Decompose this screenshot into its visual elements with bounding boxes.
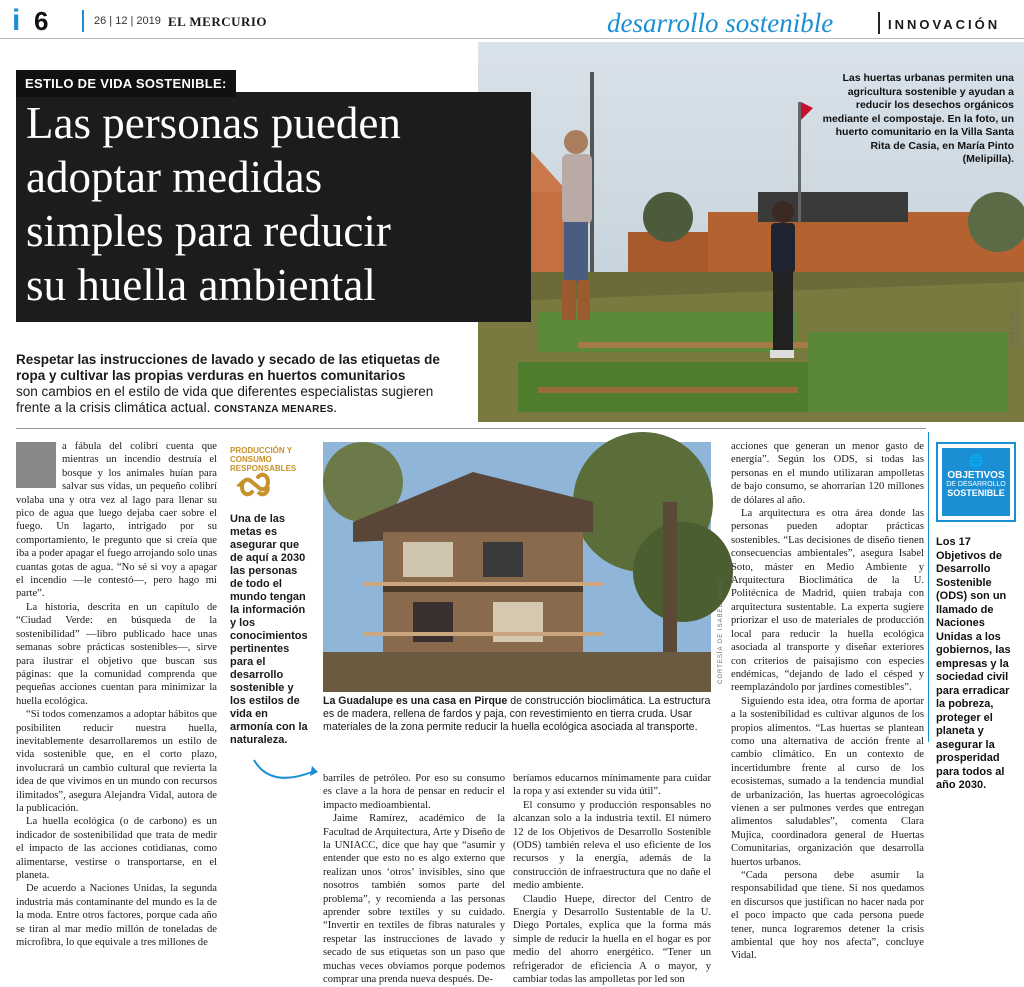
paragraph: acciones que generan un menor gasto de energía”. Según los ODS, si todas las personas en el mundo utilizaran ampolletas de bajo consumo, se ahorrarían 120 millones de dólares al año. xyxy=(731,441,924,506)
paragraph: “Si todos comenzamos a adoptar hábitos que posibiliten reducir nuestra huella, inevitablemente desarrollaremos un estilo de vida sostenible que, en el corto plazo, involucrará un cambio cultural que revierta la idea de que vivimos en un mundo con recursos ilimitados”, asegura Alejandra Vidal, autora de la publicación. xyxy=(16,709,217,814)
house-photo xyxy=(323,442,711,692)
headline-line: simples para reducir xyxy=(26,206,391,256)
garden-photo-caption: Las huertas urbanas permiten una agricultura sostenible y ayudan a reducir los desechos orgánicos mediante el compostaje. En la foto, un huerto comunitario en la Villa Santa Rita de Casia, en María Pinto (Melipilla). xyxy=(822,72,1014,165)
byline: CONSTANZA MENARES. xyxy=(214,404,337,415)
header-rule xyxy=(0,38,1024,39)
page-number: 6 xyxy=(34,6,49,36)
caption-lead: La Guadalupe es una casa en Pirque xyxy=(323,695,508,707)
goal-category: PRODUCCIÓN Y CONSUMO RESPONSABLES xyxy=(230,446,297,473)
body-column-3 xyxy=(513,772,711,987)
paragraph: Jaime Ramírez, académico de la Facultad de Arquitectura, Arte y Diseño de la UNIACC, dice que hay que “asumir y entender que esto no es algo externo que realizan unos ‘otros’ invisibles, sino que nosotros también somos parte del problema”, y recomienda a las personas aprender sobre textiles y su cuidado. “Invertir en textiles de fibras naturales y respetar las instrucciones de lavado y secado de sus etiquetas son un paso que muchas veces obviamos porque podemos comprar una prenda nueva después. De- xyxy=(323,813,505,986)
kicker: ESTILO DE VIDA SOSTENIBLE: xyxy=(16,70,236,97)
ods-logo-inner xyxy=(942,448,1010,516)
issue-date: 26 | 12 | 2019 xyxy=(94,15,161,27)
paragraph: De acuerdo a Naciones Unidas, la segunda industria más contaminante del mundo es la de la moda. Entre otros factores, porque cada año se tiran al mar medio millón de toneladas de microfibra, lo que equivale a tres millones de xyxy=(16,883,217,949)
paragraph: Claudio Huepe, director del Centro de Energía y Desarrollo Sustentable de la U. Diego Portales, explica que la forma más simple de reducir la huella en el hogar es por medio del ahorro energético. “Tener un refrigerador de eficiencia A o mayor, y cambiar todas las ampolletas por led son xyxy=(513,893,711,986)
goal-text: Una de las metas es asegurar que de aquí a 2030 las personas de todo el mundo tengan la información y los conocimientos pertinentes para el desarrollo sostenible y los estilos de vida en armonía con la naturaleza. xyxy=(230,513,308,746)
ods-logo-line: OBJETIVOS xyxy=(947,470,1005,481)
sidebar-rule xyxy=(928,432,929,742)
paragraph: La historia, descrita en un capítulo de “Ciudad Verde: en búsqueda de la sostenibilidad” —libro publicado hace unas semanas sobre prácticas sostenibles—, sirve para ilustrar el objetivo que buscan sus páginas: que la comunidad comprenda que pequeñas acciones cuentan para minimizar la huella ecológica. xyxy=(16,601,217,707)
infinity-icon xyxy=(228,472,282,507)
headline-line: adoptar medidas xyxy=(26,152,323,202)
section-category: INNOVACIÓN xyxy=(888,17,1001,32)
headline xyxy=(16,92,531,322)
garden-photo-credit: HUERTAS COMUNITARIAS xyxy=(1010,287,1022,345)
paragraph: beríamos educarnos mínimamente para cuidar la ropa y así extender su vida útil”. xyxy=(513,773,711,798)
paragraph: Siguiendo esta idea, otra forma de aportar a la sostenibilidad es cultivar algunos de los propios alimentos. “Las huertas se plantean como una alternativa de acción frente al cambio climático. En un contexto de incertidumbre frente al curso de los ecosistemas, sumado a la tendencia mundial de urbanización, las huertas agroecológicas vienen a ser pulmones verdes que entregan alimentos saludables”, comenta Clara Mujica, coordinadora general de Huertas Comunitarias, organización que desarrolla huertos urbanos. xyxy=(731,695,924,868)
house-photo-caption xyxy=(323,695,711,734)
newspaper-name: EL MERCURIO xyxy=(168,14,268,29)
header-divider xyxy=(82,10,84,32)
drop-cap: L xyxy=(16,442,56,488)
curved-arrow-icon xyxy=(250,750,320,795)
section-title: desarrollo sostenible xyxy=(607,8,834,38)
deck xyxy=(16,384,470,418)
header-divider xyxy=(878,12,880,34)
deck-bold: Respetar las instrucciones de lavado y secado de las etiquetas de ropa y cultivar las propias verduras en huertos comunitarios xyxy=(16,352,440,383)
deck-text: son cambios en el estilo de vida que diferentes especialistas sugieren frente a la crisis climática actual. xyxy=(16,384,434,415)
section-rule xyxy=(16,428,926,429)
paragraph: La arquitectura es otra área donde las personas pueden adoptar prácticas sostenibles. “Las decisiones de diseño tienen consecuencias ambientales”, asegura Isabel Soto, máster en Medio Ambiente y Arquitectura Bioclimática de la U. Politécnica de Madrid, quien trabaja con arquitectura sustentable. La experta sugiere priorizar el uso de materiales de producción local para reducir la huella ecológica asociada al transporte y diseñar exteriores con criterios de paisajismo con especies endémicas, “dejando de lado el césped y reemplazándolo por jardines comestibles”. xyxy=(731,508,924,694)
globe-icon: 🌐 xyxy=(968,454,984,468)
ods-logo-line: SOSTENIBLE xyxy=(947,488,1005,498)
paragraph: “Cada persona debe asumir la responsabilidad que tiene. Si nos quedamos en discursos que justifican no hacer nada por el poco impacto que cada persona puede tener, nunca lograremos detener la crisis ambiental que hoy nos afecta”, concluye Vidal. xyxy=(731,870,924,962)
house-photo-credit: CORTESÍA DE ISABEL SOTO xyxy=(718,579,724,684)
ods-description: Los 17 Objetivos de Desarrollo Sostenible (ODS) son un llamado de Naciones Unidas a los gobiernos, las empresas y la sociedad civil para erradicar la pobreza, proteger el planeta y asegurar la prosperidad para todos al año 2030. xyxy=(936,536,1011,791)
ods-logo-line: DE DESARROLLO xyxy=(946,481,1006,488)
caption-text: de construcción bioclimática. La estructura es de madera, rellena de fardos y paja, con revestimiento en tierra cruda. Usar materiales de la zona permite reducir la huella ecológica asociada al transporte. xyxy=(323,695,711,733)
paragraph: La huella ecológica (o de carbono) es un indicador de sostenibilidad que trata de medir el impacto de las acciones cotidianas, como alimentarse, vestirse o transportarse, en el planeta. xyxy=(16,816,217,881)
paragraph: barriles de petróleo. Por eso su consumo es clave a la hora de pensar en reducir el impacto medioambiental. xyxy=(323,773,505,811)
paragraph: a fábula del colibrí cuenta que mientras un incendio destruía el bosque y los animales huían para salvar sus vidas, un pequeño colibrí volaba una y otra vez al lago para llenar su pico de agua que luego dejaba caer sobre el fuego. Un lagarto, intrigado por su comportamiento, le pregunto que si creía que iba a poder apagar el fuego arrojando solo unas cuantas gotas de agua. “No sé si voy a apagar el incendio —le contestó—, pero hago mi parte”. xyxy=(16,441,217,600)
paragraph: El consumo y producción responsables no alcanzan solo a la industria textil. El número 12 de los Objetivos de Desarrollo Sostenible (ODS) también releva el uso eficiente de los recursos y la energía, además de la construcción de infraestructura que no dañe el medio ambiente. xyxy=(513,799,711,892)
brand-logo-i: i xyxy=(12,4,21,37)
body-column-2 xyxy=(323,772,505,987)
ods-logo xyxy=(936,442,1016,522)
body-column-1 xyxy=(16,440,217,949)
headline-line: su huella ambiental xyxy=(26,260,376,310)
headline-line: Las personas pueden xyxy=(26,98,401,148)
body-column-4 xyxy=(731,440,924,963)
